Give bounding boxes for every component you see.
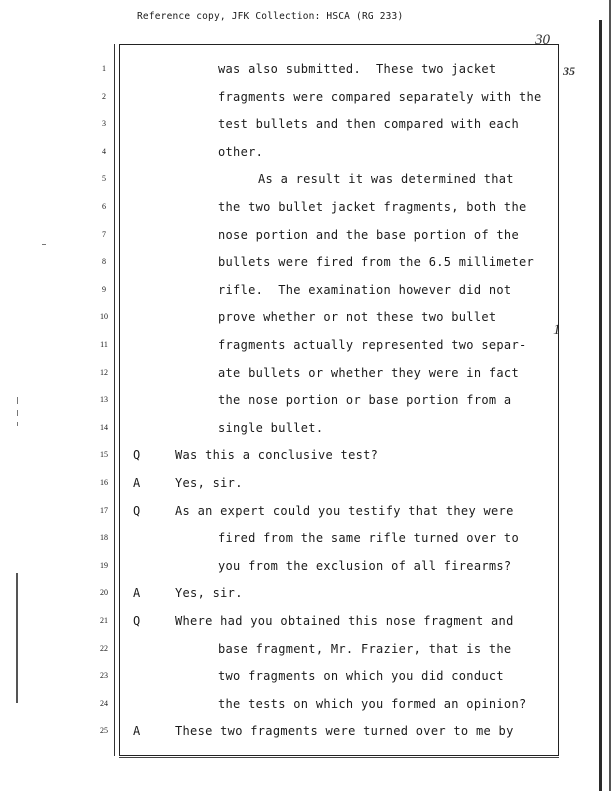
transcript-line [0, 531, 612, 551]
line-number: 5 [102, 174, 106, 184]
line-text: These two fragments were turned over to me by [175, 724, 514, 739]
transcript-line [0, 310, 612, 330]
line-number: 20 [100, 588, 108, 598]
line-text: fragments actually represented two separ- [218, 338, 527, 352]
transcript-line [0, 145, 612, 165]
transcript-line [0, 614, 612, 634]
line-text: the tests on which you formed an opinion? [218, 696, 527, 711]
line-number: 9 [102, 284, 106, 294]
transcript-line [0, 724, 612, 744]
line-number: 4 [102, 146, 106, 156]
transcript-line [0, 586, 612, 606]
transcript-line [0, 421, 612, 441]
line-number: 1 [102, 64, 106, 73]
line-number: 6 [102, 202, 106, 211]
line-number: 14 [100, 422, 108, 432]
speaker-label: Q [133, 503, 141, 518]
margin-tick-mark: 1 [553, 322, 561, 338]
line-number: 21 [100, 616, 108, 625]
speaker-label: A [133, 724, 141, 739]
transcript-line [0, 669, 612, 689]
line-text: As a result it was determined that [258, 172, 514, 187]
transcript-line [0, 366, 612, 386]
transcript-line [0, 117, 612, 137]
transcript-line [0, 448, 612, 468]
transcript-line [0, 338, 612, 358]
line-number: 3 [102, 119, 106, 129]
line-text: Where had you obtained this nose fragment and [175, 614, 514, 628]
line-number: 13 [100, 395, 108, 405]
transcript-line [0, 504, 612, 524]
line-text: Yes, sir. [175, 476, 243, 490]
line-text: the nose portion or base portion from a [218, 393, 512, 408]
line-number: 16 [100, 478, 108, 487]
line-number: 7 [102, 229, 106, 239]
transcript-line [0, 62, 612, 82]
bottom-rule [119, 757, 559, 758]
transcript-line [0, 393, 612, 413]
line-number: 17 [100, 505, 108, 515]
speaker-label: Q [133, 448, 141, 463]
line-number: 18 [100, 533, 108, 543]
line-text: two fragments on which you did conduct [218, 669, 504, 684]
line-number: 10 [100, 312, 108, 322]
transcript-line [0, 642, 612, 662]
struck-margin-number: 35 [563, 64, 575, 78]
speaker-label: A [133, 476, 141, 490]
line-text: As an expert could you testify that they were [175, 503, 514, 518]
transcript-line [0, 200, 612, 220]
speaker-label: A [133, 586, 141, 601]
transcript-line [0, 283, 612, 303]
line-number: 15 [100, 450, 108, 460]
collection-header: Reference copy, JFK Collection: HSCA (RG 233) [137, 11, 404, 22]
line-text: fragments were compared separately with the [218, 89, 542, 104]
line-number: 25 [100, 726, 108, 736]
line-number: 11 [100, 340, 108, 349]
speaker-label: Q [133, 614, 141, 628]
line-number: 19 [100, 560, 108, 570]
transcript-line [0, 255, 612, 275]
line-text: test bullets and then compared with each [218, 117, 519, 132]
line-number: 12 [100, 367, 108, 377]
transcript-line [0, 559, 612, 579]
transcript-line [0, 476, 612, 496]
line-text: nose portion and the base portion of the [218, 227, 519, 242]
transcript-line [0, 90, 612, 110]
line-number: 8 [102, 257, 106, 267]
line-text: rifle. The examination however did not [218, 282, 512, 297]
transcript-line [0, 172, 612, 192]
line-text: the two bullet jacket fragments, both the [218, 200, 527, 214]
line-text: you from the exclusion of all firearms? [218, 558, 512, 573]
line-number: 23 [100, 671, 108, 681]
line-text: other. [218, 144, 264, 159]
line-number: 24 [100, 698, 108, 708]
transcript-line [0, 228, 612, 248]
line-text: ate bullets or whether they were in fact [218, 365, 519, 380]
line-text: bullets were fired from the 6.5 millimeter [218, 255, 535, 270]
line-text: Yes, sir. [175, 586, 243, 601]
transcript-line [0, 697, 612, 717]
line-number: 2 [102, 91, 106, 101]
line-text: prove whether or not these two bullet [218, 310, 497, 325]
handwritten-page-number: 30 [535, 32, 550, 48]
line-number: 22 [100, 643, 108, 653]
line-text: base fragment, Mr. Frazier, that is the [218, 641, 512, 656]
line-text: single bullet. [218, 420, 324, 435]
line-text: was also submitted. These two jacket [218, 62, 497, 76]
line-text: fired from the same rifle turned over to [218, 531, 519, 546]
line-text: Was this a conclusive test? [175, 448, 379, 463]
